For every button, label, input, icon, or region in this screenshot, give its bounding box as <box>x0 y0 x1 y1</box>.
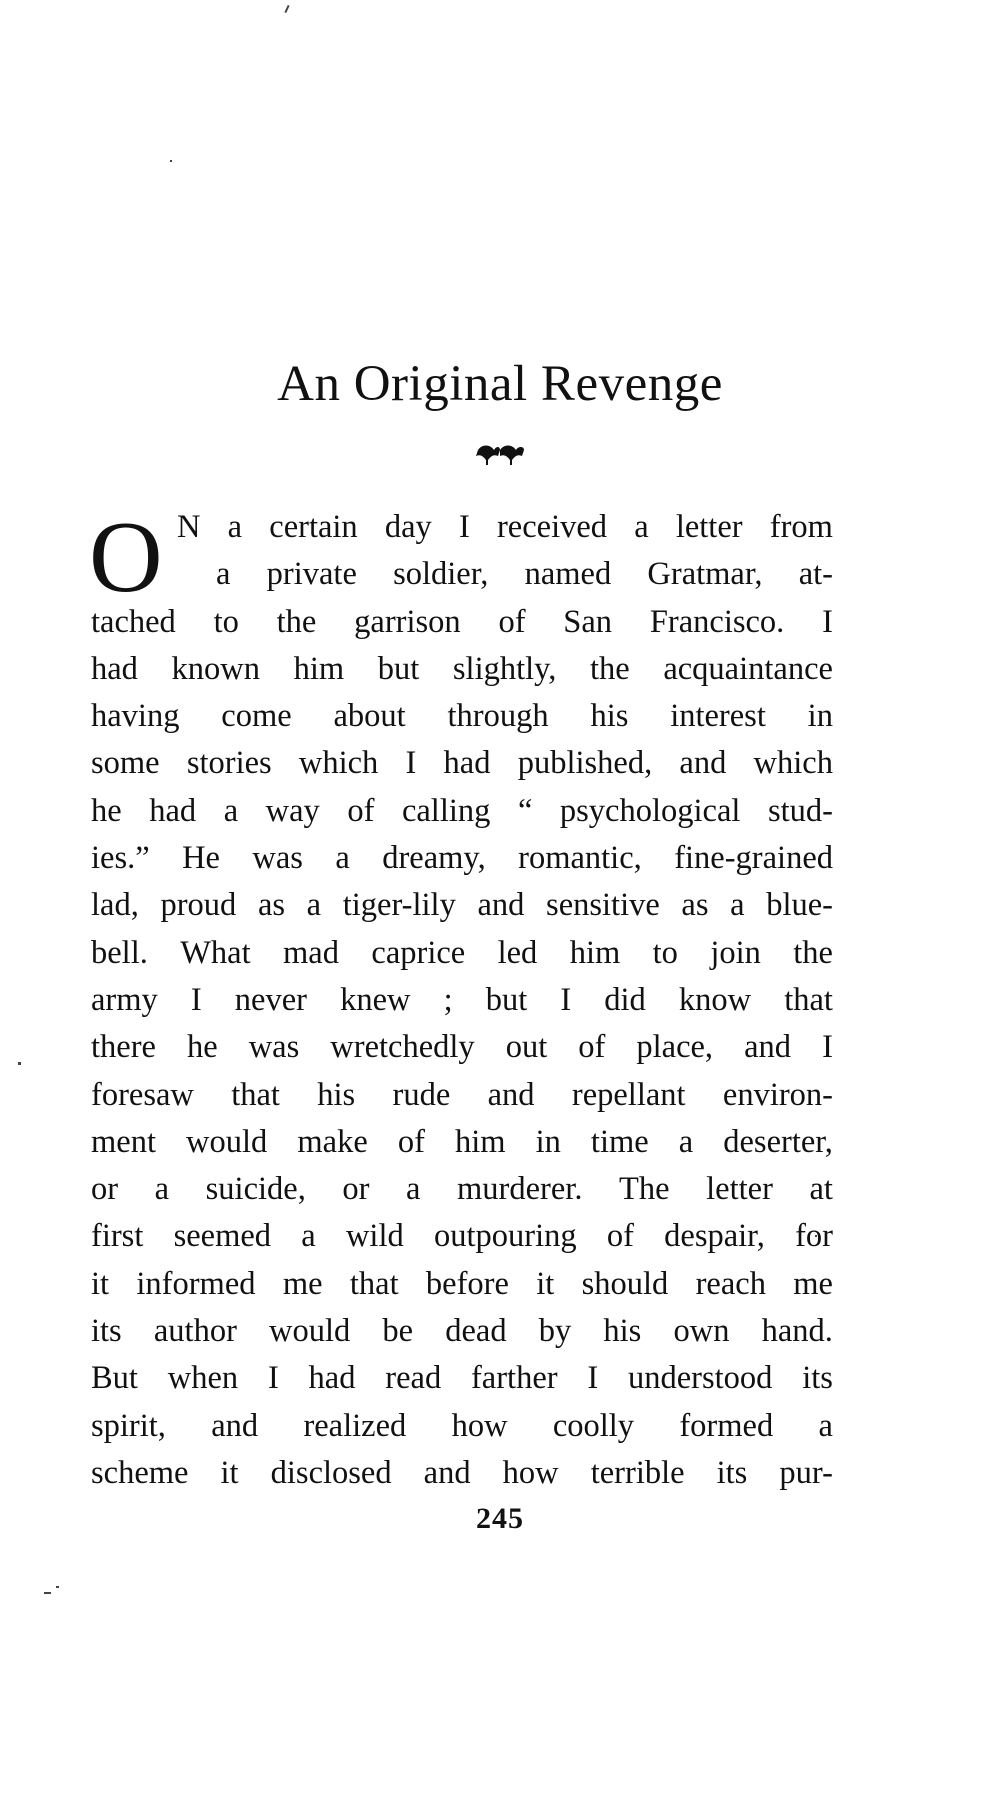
word: deserter, <box>723 1123 833 1160</box>
word: I <box>822 1029 833 1066</box>
word: had <box>308 1360 356 1397</box>
word: coolly <box>552 1407 635 1444</box>
word: that <box>231 1076 280 1113</box>
word: through <box>447 698 549 735</box>
word: named <box>524 556 612 593</box>
word: from <box>769 509 833 545</box>
word: know <box>678 981 752 1018</box>
text-line <box>91 835 833 882</box>
word: San <box>563 603 613 640</box>
word: seemed <box>173 1218 272 1255</box>
word: which <box>753 745 833 782</box>
word: formed <box>679 1407 774 1444</box>
word: at <box>809 1171 833 1208</box>
word: interest <box>670 698 766 735</box>
word: letter <box>706 1171 773 1208</box>
word: a <box>678 1123 694 1160</box>
word: and <box>487 1076 535 1113</box>
word: The <box>619 1171 670 1208</box>
word: me <box>282 1265 323 1302</box>
word: time <box>590 1123 649 1160</box>
word: but <box>485 981 528 1018</box>
word: blue- <box>766 887 833 924</box>
word: out <box>505 1029 548 1066</box>
word: I <box>560 981 572 1018</box>
scan-speck <box>170 160 172 162</box>
word: calling <box>401 792 491 829</box>
word: in <box>535 1123 561 1160</box>
word: at- <box>798 556 833 593</box>
text-line <box>91 977 833 1024</box>
word: of <box>498 603 526 640</box>
word: Gratmar, <box>647 556 763 593</box>
word: bell. <box>91 934 148 971</box>
word: make <box>297 1123 368 1160</box>
word: farther <box>470 1360 558 1397</box>
word: and <box>679 745 727 782</box>
word: knew <box>340 981 411 1018</box>
word: as <box>681 887 709 924</box>
word: realized <box>303 1407 407 1444</box>
word: suicide, <box>205 1171 306 1208</box>
word: foresaw <box>91 1076 194 1113</box>
word: known <box>171 650 261 687</box>
word: outpouring <box>433 1218 577 1255</box>
word: had <box>149 792 197 829</box>
text-line <box>91 1166 833 1213</box>
word: slightly, <box>452 650 557 687</box>
word: a <box>335 840 350 877</box>
word: I <box>267 1360 279 1397</box>
word: in <box>807 698 833 735</box>
word: informed <box>136 1265 256 1302</box>
word: wretchedly <box>330 1029 475 1066</box>
word: and <box>211 1407 259 1444</box>
text-line <box>91 693 833 740</box>
word: or <box>91 1171 119 1208</box>
scan-speck <box>18 1062 21 1065</box>
word: of <box>578 1029 606 1066</box>
word: psychological <box>559 792 741 829</box>
word: its <box>91 1313 122 1350</box>
word: place, <box>636 1029 714 1066</box>
word: me <box>793 1265 833 1302</box>
word: I <box>405 745 417 782</box>
word: lad, <box>91 887 139 924</box>
word: before <box>425 1265 509 1302</box>
word: would <box>269 1313 351 1350</box>
word: received <box>496 509 608 545</box>
word: and <box>744 1029 792 1066</box>
word: his <box>603 1313 642 1350</box>
word: author <box>153 1313 237 1350</box>
word: him <box>569 934 621 971</box>
word: having <box>91 698 180 735</box>
word: had <box>443 745 491 782</box>
word: there <box>91 1029 156 1066</box>
word: sensitive <box>546 887 660 924</box>
word: repellant <box>571 1076 686 1113</box>
text-line <box>91 1072 833 1119</box>
word: ; <box>443 981 453 1018</box>
word: hand. <box>761 1313 833 1350</box>
word: as <box>257 887 286 924</box>
word: way <box>265 792 320 829</box>
word: but <box>377 650 420 687</box>
word: a <box>730 887 745 924</box>
word: its <box>716 1454 748 1491</box>
word: come <box>221 698 292 735</box>
text-line <box>91 1308 833 1355</box>
word: about <box>333 698 406 735</box>
word: caprice <box>371 934 466 971</box>
word: I <box>458 509 470 545</box>
word: some <box>91 745 160 782</box>
word: be <box>382 1313 414 1350</box>
word: N <box>177 509 201 545</box>
scan-speck <box>56 1586 59 1588</box>
word: it <box>91 1265 110 1302</box>
word: wild <box>345 1218 404 1255</box>
text-line <box>91 1261 833 1308</box>
word: He <box>182 840 220 877</box>
scan-speck <box>284 5 289 13</box>
word: certain <box>269 509 358 545</box>
word: first <box>91 1218 144 1255</box>
word: it <box>536 1265 555 1302</box>
word: him <box>454 1123 506 1160</box>
word: he <box>91 792 122 829</box>
word: spirit, <box>91 1407 166 1444</box>
word: a <box>223 792 239 829</box>
word: when <box>167 1360 239 1397</box>
word: it <box>220 1454 239 1491</box>
text-line <box>91 1213 833 1260</box>
word: proud <box>160 887 237 924</box>
word: stories <box>186 745 272 782</box>
word: “ <box>517 792 533 829</box>
word: how <box>451 1407 508 1444</box>
scan-speck <box>44 1592 51 1594</box>
word: read <box>385 1360 442 1397</box>
word: rude <box>392 1076 451 1113</box>
word: a <box>227 509 243 545</box>
word: murderer. <box>457 1171 583 1208</box>
word: tiger-lily <box>342 887 456 924</box>
word: his <box>590 698 629 735</box>
word: a <box>154 1171 170 1208</box>
word: led <box>497 934 538 971</box>
word: a <box>301 1218 316 1255</box>
word: his <box>317 1076 356 1113</box>
word: private <box>266 556 357 593</box>
drop-cap: O <box>89 501 163 614</box>
word: him <box>293 650 345 687</box>
word: the <box>276 603 317 640</box>
text-line <box>91 1119 833 1166</box>
word: despair, <box>664 1218 765 1255</box>
word: I <box>587 1360 599 1397</box>
word: scheme <box>91 1454 189 1491</box>
word: which <box>298 745 379 782</box>
body-text <box>89 501 833 1497</box>
word: garrison <box>354 603 461 640</box>
word: that <box>784 981 833 1018</box>
word: ment <box>91 1123 156 1160</box>
word: But <box>91 1360 138 1397</box>
word: fine-grained <box>674 840 833 877</box>
word: a <box>216 556 231 593</box>
text-line <box>91 882 833 929</box>
word: and <box>423 1454 471 1491</box>
word: of <box>606 1218 634 1255</box>
word: the <box>590 650 630 687</box>
text-line <box>91 504 833 551</box>
word: that <box>349 1265 399 1302</box>
word: of <box>397 1123 425 1160</box>
word: What <box>180 934 251 971</box>
text-line <box>91 599 833 646</box>
word: acquaintance <box>663 650 833 687</box>
word: soldier, <box>393 556 489 593</box>
word: understood <box>627 1360 773 1397</box>
word: I <box>822 603 833 640</box>
word: was <box>248 1029 300 1066</box>
word: published, <box>517 745 653 782</box>
word: a <box>634 509 649 545</box>
word: stud- <box>767 792 833 829</box>
word: mad <box>283 934 339 971</box>
word: letter <box>675 509 743 545</box>
word: would <box>186 1123 268 1160</box>
word: dreamy, <box>382 840 486 877</box>
word: its <box>802 1360 833 1397</box>
text-line <box>91 646 833 693</box>
word: a <box>406 1171 421 1208</box>
word: or <box>342 1171 370 1208</box>
text-line <box>91 740 833 787</box>
word: tached <box>91 603 176 640</box>
word: dead <box>445 1313 507 1350</box>
word: had <box>91 650 138 687</box>
word: for <box>795 1218 833 1255</box>
word: environ- <box>722 1076 833 1113</box>
word: ies.” <box>91 840 150 877</box>
word: should <box>581 1265 669 1302</box>
word: reach <box>695 1265 766 1302</box>
word: pur- <box>779 1454 833 1491</box>
word: a <box>306 887 322 924</box>
word: own <box>673 1313 730 1350</box>
word: to <box>652 934 678 971</box>
word: did <box>604 981 646 1018</box>
text-line <box>91 1024 833 1071</box>
word: and <box>477 887 525 924</box>
text-line <box>91 551 833 598</box>
text-line <box>91 930 833 977</box>
word: never <box>234 981 307 1018</box>
text-line <box>91 1355 833 1402</box>
chapter-title: An Original Revenge <box>277 356 723 412</box>
word: Francisco. <box>649 603 785 640</box>
word: join <box>710 934 761 971</box>
text-line <box>91 1450 833 1497</box>
word: he <box>186 1029 218 1066</box>
word: I <box>190 981 202 1018</box>
word: was <box>252 840 303 877</box>
word: of <box>347 792 375 829</box>
word: how <box>502 1454 559 1491</box>
word: by <box>538 1313 572 1350</box>
word: army <box>91 981 158 1018</box>
word: day <box>384 509 432 545</box>
word: terrible <box>590 1454 685 1491</box>
text-line <box>91 1403 833 1450</box>
word: a <box>818 1407 833 1444</box>
word: disclosed <box>270 1454 392 1491</box>
word: romantic, <box>518 840 642 877</box>
word: the <box>793 934 833 971</box>
text-line <box>91 788 833 835</box>
page-number: 245 <box>476 1502 524 1535</box>
fleuron-ornament-icon <box>0 442 1000 471</box>
word: to <box>213 603 239 640</box>
